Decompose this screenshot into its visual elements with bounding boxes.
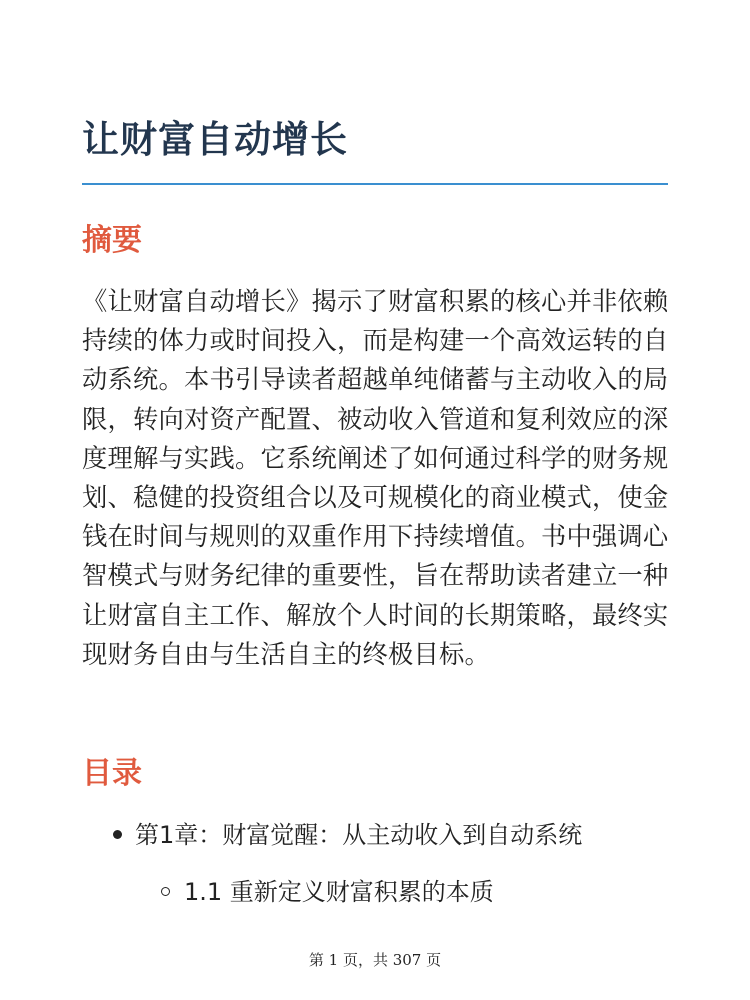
summary-paragraph: 《让财富自动增长》揭示了财富积累的核心并非依赖持续的体力或时间投入，而是构建一个高效运转的自动系统。本书引导读者超越单纯储蓄与主动收入的局限，转向对资产配置、被动收入管道和复利效应的深度理解与实践。它系统阐述了如何通过科学的财务规划、稳健的投资组合以及可规模化的商业模式，使金钱在时间与规则的双重作用下持续增值。书中强调心智模式与财务纪律的重要性，旨在帮助读者建立一种让财富自主工作、解放个人时间的长期策略，最终实现财务自由与生活自主的终极目标。 [82, 287, 669, 669]
toc-item-chapter-1[interactable] [113, 819, 582, 851]
title-divider [82, 183, 668, 185]
hollow-circle-bullet-icon [161, 887, 170, 896]
page-number-footer: 第 1 页，共 307 页 [308, 951, 442, 969]
filled-disc-bullet-icon [113, 830, 122, 839]
toc-heading: 目录 [82, 756, 142, 791]
document-title: 让财富自动增长 [82, 118, 348, 161]
toc-item-label: 第1章：财富觉醒：从主动收入到自动系统 [135, 821, 583, 849]
summary-heading: 摘要 [82, 223, 142, 258]
toc-item-label: 1.1 重新定义财富积累的本质 [184, 878, 494, 906]
toc-item-section-1-1[interactable] [161, 876, 494, 908]
